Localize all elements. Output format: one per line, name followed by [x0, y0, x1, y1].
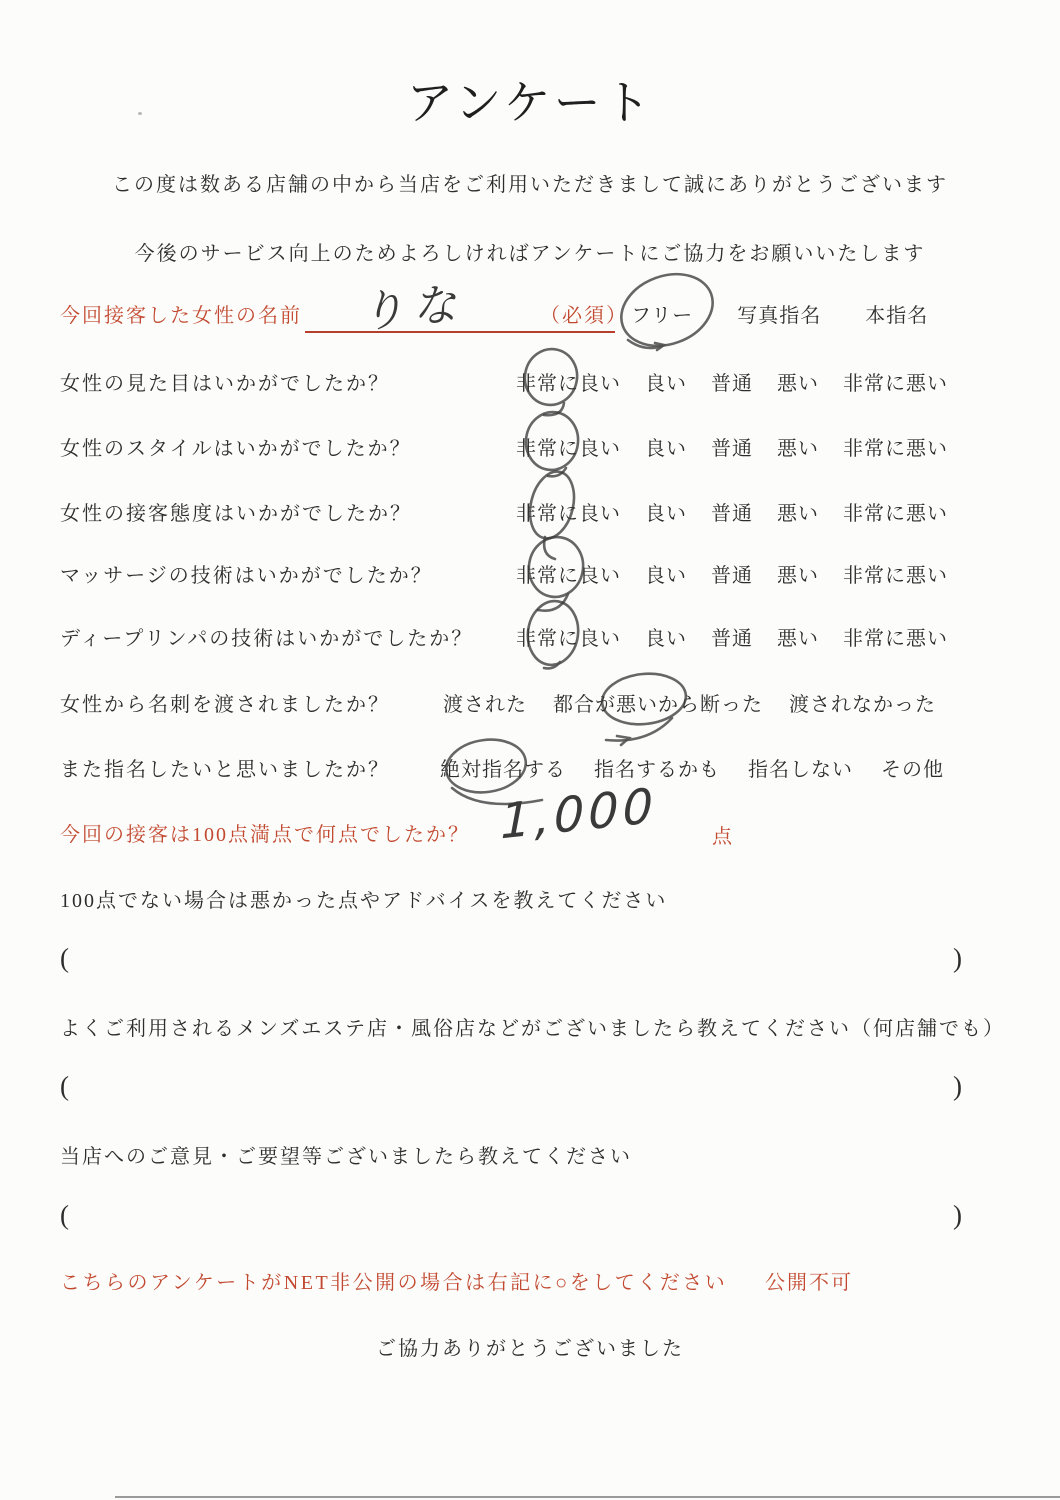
option: 渡された	[443, 694, 527, 716]
handwritten-score: 1,000	[500, 777, 657, 851]
page-title: アンケート	[406, 78, 654, 130]
option: 非常に悪い	[843, 565, 948, 587]
option: 悪い	[777, 503, 819, 525]
paren-close: )	[953, 1071, 962, 1101]
net-private-label: こちらのアンケートがNET非公開の場合は右記に○をしてください	[60, 1272, 728, 1294]
option: 指名しない	[748, 759, 853, 781]
option-hon-shimei: 本指名	[865, 305, 929, 327]
option: 絶対指名する	[440, 759, 566, 781]
question-options	[443, 688, 936, 717]
therapist-name-label: 今回接客した女性の名前	[60, 305, 302, 327]
option: 非常に悪い	[843, 438, 948, 460]
question-label: ディープリンパの技術はいかがでしたか？	[60, 628, 474, 650]
advice-section-label: 100点でない場合は悪かった点やアドバイスを教えてください	[60, 890, 668, 912]
advice-answer-area	[60, 943, 962, 974]
paren-close: )	[953, 943, 962, 973]
option: 普通	[711, 503, 753, 525]
visit-type-options	[631, 299, 928, 328]
option: 良い	[645, 565, 687, 587]
question-label: また指名したいと思いましたか？	[60, 759, 390, 781]
question-options	[516, 497, 948, 526]
required-note: （必須）	[540, 305, 628, 327]
question-options	[516, 559, 948, 588]
intro-line-1: この度は数ある店舗の中から当店をご利用いただきまして誠にありがとうございます	[112, 174, 948, 196]
option: 良い	[645, 438, 687, 460]
option: 非常に良い	[516, 438, 621, 460]
option: 悪い	[777, 438, 819, 460]
paren-open: (	[60, 1200, 69, 1230]
option: 悪い	[777, 373, 819, 395]
option: 普通	[711, 628, 753, 650]
question-label: 女性から名刺を渡されましたか？	[60, 694, 390, 716]
question-label: 女性のスタイルはいかがでしたか？	[60, 438, 412, 460]
option: 良い	[645, 503, 687, 525]
question-options	[516, 367, 948, 396]
option: 非常に良い	[516, 565, 621, 587]
question-options	[516, 432, 948, 461]
option: 都合が悪いから断った	[553, 694, 763, 716]
paren-open: (	[60, 943, 69, 973]
option: 悪い	[777, 565, 819, 587]
other-shops-answer-area	[60, 1071, 962, 1102]
option: 良い	[645, 373, 687, 395]
option: 非常に良い	[516, 373, 621, 395]
option-photo-shimei: 写真指名	[737, 305, 822, 327]
question-label: 女性の接客態度はいかがでしたか？	[60, 503, 412, 525]
option: 渡されなかった	[789, 694, 936, 716]
option: 非常に悪い	[843, 628, 948, 650]
other-shops-section-label: よくご利用されるメンズエステ店・風俗店などがございましたら教えてください（何店舗でも）	[60, 1018, 1005, 1040]
option: 悪い	[777, 628, 819, 650]
option: 普通	[711, 373, 753, 395]
option: 普通	[711, 438, 753, 460]
handwritten-name: りな	[358, 278, 467, 339]
question-label: 女性の見た目はいかがでしたか？	[60, 373, 390, 395]
option-free: フリー	[631, 305, 694, 327]
net-private-option: 公開不可	[765, 1272, 853, 1294]
option: 普通	[711, 565, 753, 587]
option: 非常に良い	[516, 628, 621, 650]
option: 非常に悪い	[843, 373, 948, 395]
opinion-answer-area	[60, 1200, 962, 1231]
option: 指名するかも	[594, 759, 720, 781]
paren-open: (	[60, 1071, 69, 1101]
question-options	[516, 622, 948, 651]
score-unit-label: 点	[712, 826, 734, 848]
option: 良い	[645, 628, 687, 650]
option: その他	[881, 759, 944, 781]
opinion-section-label: 当店へのご意見・ご要望等ございましたら教えてください	[60, 1146, 632, 1168]
paren-close: )	[953, 1200, 962, 1230]
option: 非常に悪い	[843, 503, 948, 525]
closing-thanks: ご協力ありがとうございました	[376, 1338, 684, 1360]
score-question-label: 今回の接客は100点満点で何点でしたか？	[60, 824, 470, 846]
scanner-edge-artifact	[115, 1496, 1060, 1498]
question-options	[440, 753, 944, 782]
option: 非常に良い	[516, 503, 621, 525]
intro-line-2: 今後のサービス向上のためよろしければアンケートにご協力をお願いいたします	[134, 243, 926, 265]
question-label: マッサージの技術はいかがでしたか？	[60, 565, 433, 587]
